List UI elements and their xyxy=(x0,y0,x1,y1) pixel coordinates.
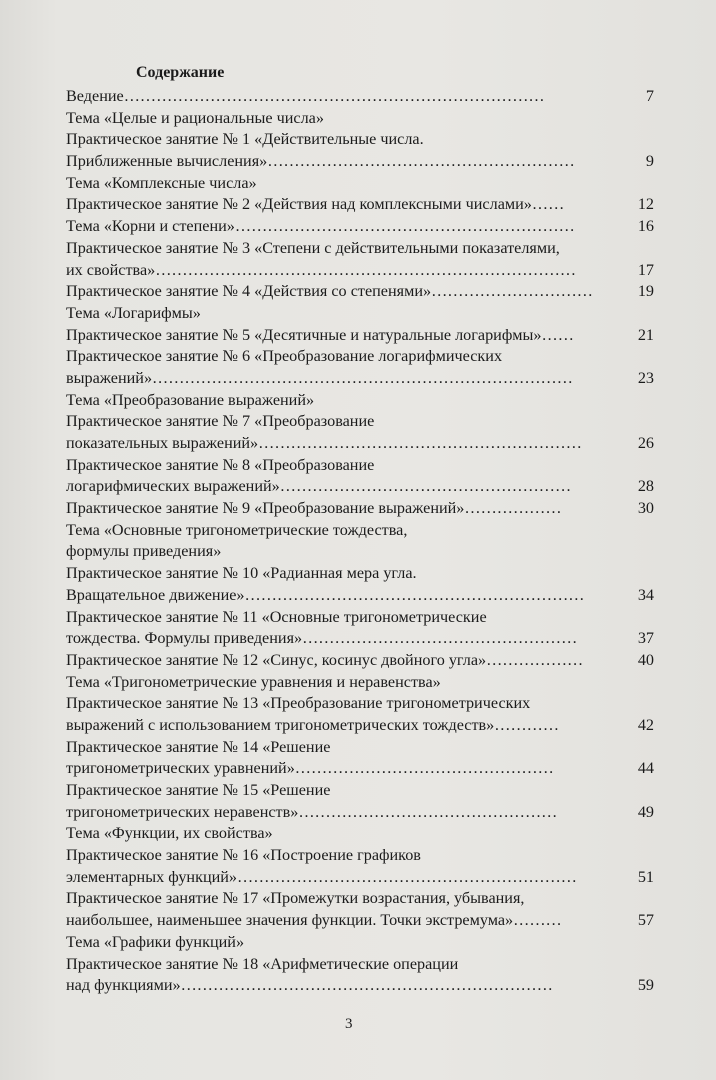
toc-entry-text: Практическое занятие № 16 «Построение графиков xyxy=(66,846,421,865)
toc-entry-page: 44 xyxy=(637,759,654,778)
toc-entry-page: 30 xyxy=(637,499,654,518)
toc-entry-text: Практическое занятие № 9 «Преобразование выражений»……………… xyxy=(66,499,562,518)
toc-entry-page: 17 xyxy=(637,260,654,279)
toc-entry xyxy=(66,129,656,151)
toc-entry xyxy=(66,238,656,260)
toc-entry xyxy=(66,476,656,498)
toc-entry xyxy=(66,325,656,347)
toc-entry xyxy=(66,563,656,585)
toc-entry-text: Тема «Комплексные числа» xyxy=(66,173,257,192)
toc-entry xyxy=(66,281,656,303)
toc-entry-text: Практическое занятие № 10 «Радианная мера угла. xyxy=(66,564,417,583)
toc-entry xyxy=(66,607,656,629)
toc-entry-page: 12 xyxy=(637,195,654,214)
toc-entry xyxy=(66,802,656,824)
toc-entry xyxy=(66,780,656,802)
toc-entry xyxy=(66,498,656,520)
toc-entry xyxy=(66,585,656,607)
toc-entry-text: Практическое занятие № 13 «Преобразование тригонометрических xyxy=(66,694,531,713)
toc-entry-text: Ведение…………………………………………………………………… xyxy=(66,87,545,105)
toc-entry-page: 9 xyxy=(645,152,654,171)
toc-entry xyxy=(66,390,656,412)
toc-entry-text: Практическое занятие № 11 «Основные тригонометрические xyxy=(66,607,487,626)
toc-entry-text: тригонометрических неравенств»………………………………………… xyxy=(66,802,558,821)
toc-entry-text: тригонометрических уравнений»………………………………………… xyxy=(66,759,554,778)
toc-entry-text: Тема «Преобразование выражений» xyxy=(66,390,315,409)
toc-entry xyxy=(66,368,656,390)
toc-entry-text: Тема «Логарифмы» xyxy=(66,303,201,322)
toc-entry xyxy=(66,108,656,130)
toc-entry xyxy=(66,628,656,650)
toc-entry-text: Практическое занятие № 17 «Промежутки возрастания, убывания, xyxy=(66,889,525,908)
toc-entry-page: 7 xyxy=(645,87,654,105)
toc-entry-text: Практическое занятие № 14 «Решение xyxy=(66,737,331,756)
toc-entry-page: 16 xyxy=(637,217,654,236)
toc-entry-text: Практическое занятие № 12 «Синус, косинус двойного угла»……………… xyxy=(66,650,584,669)
toc-entry xyxy=(66,715,656,737)
toc-entry-text: выражений с использованием тригонометрических тождеств»………… xyxy=(66,715,560,734)
toc-entry xyxy=(66,650,656,672)
toc-entry xyxy=(66,954,656,976)
toc-entry-text: Вращательное движение»……………………………………………………… xyxy=(66,585,585,604)
toc-entry-text: выражений»…………………………………………………………………… xyxy=(66,368,573,387)
toc-entry-text: Приближенные вычисления»………………………………………………… xyxy=(66,152,575,171)
toc-entry-page: 49 xyxy=(637,802,654,821)
toc-entry-page: 57 xyxy=(637,911,654,930)
toc-entry-page: 40 xyxy=(637,650,654,669)
toc-entry xyxy=(66,194,656,216)
toc-entry-text: Тема «Функции, их свойства» xyxy=(66,824,273,843)
toc-entry xyxy=(66,411,656,433)
toc-entry xyxy=(66,845,656,867)
toc-entry xyxy=(66,737,656,759)
toc-entry-text: Тема «Графики функций» xyxy=(66,932,245,951)
toc-entry-text: Практическое занятие № 3 «Степени с действительными показателями, xyxy=(66,238,560,257)
toc-entry-text: Тема «Основные тригонометрические тождества, xyxy=(66,520,408,539)
toc-entry-page: 28 xyxy=(637,477,654,496)
toc-entry-text: Практическое занятие № 8 «Преобразование xyxy=(66,455,375,474)
toc-entry-text: наибольшее, наименьшее значения функции. Точки экстремума»……… xyxy=(66,911,562,930)
toc-entry-text: Практическое занятие № 5 «Десятичные и натуральные логарифмы»…… xyxy=(66,325,574,344)
toc-entry xyxy=(66,216,656,238)
toc-entry-page: 42 xyxy=(637,715,654,734)
toc-entry-text: Тема «Корни и степени»……………………………………………………… xyxy=(66,217,575,236)
toc-entry xyxy=(66,303,656,325)
toc-entry-page: 51 xyxy=(637,867,654,886)
toc-entry-text: Тема «Целые и рациональные числа» xyxy=(66,108,324,127)
toc-entry-text: Практическое занятие № 18 «Арифметические операции xyxy=(66,954,459,973)
toc-entry xyxy=(66,758,656,780)
toc-entry-text: Практическое занятие № 15 «Решение xyxy=(66,781,331,799)
toc-entry xyxy=(66,932,656,954)
toc-entry-page: 23 xyxy=(637,368,654,387)
toc-entry xyxy=(66,910,656,932)
toc-entry xyxy=(66,541,656,563)
toc-entry-text: их свойства»…………………………………………………………………… xyxy=(66,260,577,279)
toc-entry-text: Практическое занятие № 4 «Действия со степенями»………………………… xyxy=(66,282,593,301)
toc-entry-text: показательных выражений»…………………………………………………… xyxy=(66,434,582,452)
toc-entry-page: 37 xyxy=(637,629,654,648)
toc-entry xyxy=(66,823,656,845)
toc-heading: Содержание xyxy=(136,64,225,81)
toc-entry-text: Практическое занятие № 7 «Преобразование xyxy=(66,412,375,431)
toc-entry-text: Тема «Тригонометрические уравнения и неравенства» xyxy=(66,672,441,691)
toc-entry xyxy=(66,867,656,889)
toc-entry-page: 19 xyxy=(637,282,654,301)
toc-entry xyxy=(66,151,656,173)
toc-entry-text: Практическое занятие № 2 «Действия над комплексными числами»…… xyxy=(66,195,565,214)
toc-entry-page: 26 xyxy=(637,434,654,452)
toc-entry xyxy=(66,975,656,997)
toc-entry-text: тождества. Формулы приведения»…………………………………………… xyxy=(66,629,578,648)
toc-entry-text: Практическое занятие № 1 «Действительные числа. xyxy=(66,130,424,149)
toc-entry-text: логарифмических выражений»……………………………………………… xyxy=(66,477,572,496)
toc-entry-page: 59 xyxy=(637,976,654,995)
toc-entry xyxy=(66,672,656,694)
toc-entry xyxy=(66,346,656,368)
page-number: 3 xyxy=(345,1016,353,1032)
toc-entry xyxy=(66,888,656,910)
toc-entry xyxy=(66,433,656,455)
toc-entry xyxy=(66,455,656,477)
toc-entry-text: Практическое занятие № 6 «Преобразование логарифмических xyxy=(66,347,503,366)
toc-entry xyxy=(66,520,656,542)
toc-entry xyxy=(66,173,656,195)
toc-entry xyxy=(66,693,656,715)
toc-entry xyxy=(66,86,656,108)
toc-entry-page: 34 xyxy=(637,585,654,604)
toc-entry xyxy=(66,260,656,282)
toc-entry-text: формулы приведения» xyxy=(66,542,222,561)
table-of-contents xyxy=(66,86,656,997)
toc-entry-text: элементарных функций»……………………………………………………… xyxy=(66,867,577,886)
toc-entry-page: 21 xyxy=(637,325,654,344)
toc-entry-text: над функциями»…………………………………………………………… xyxy=(66,976,553,995)
